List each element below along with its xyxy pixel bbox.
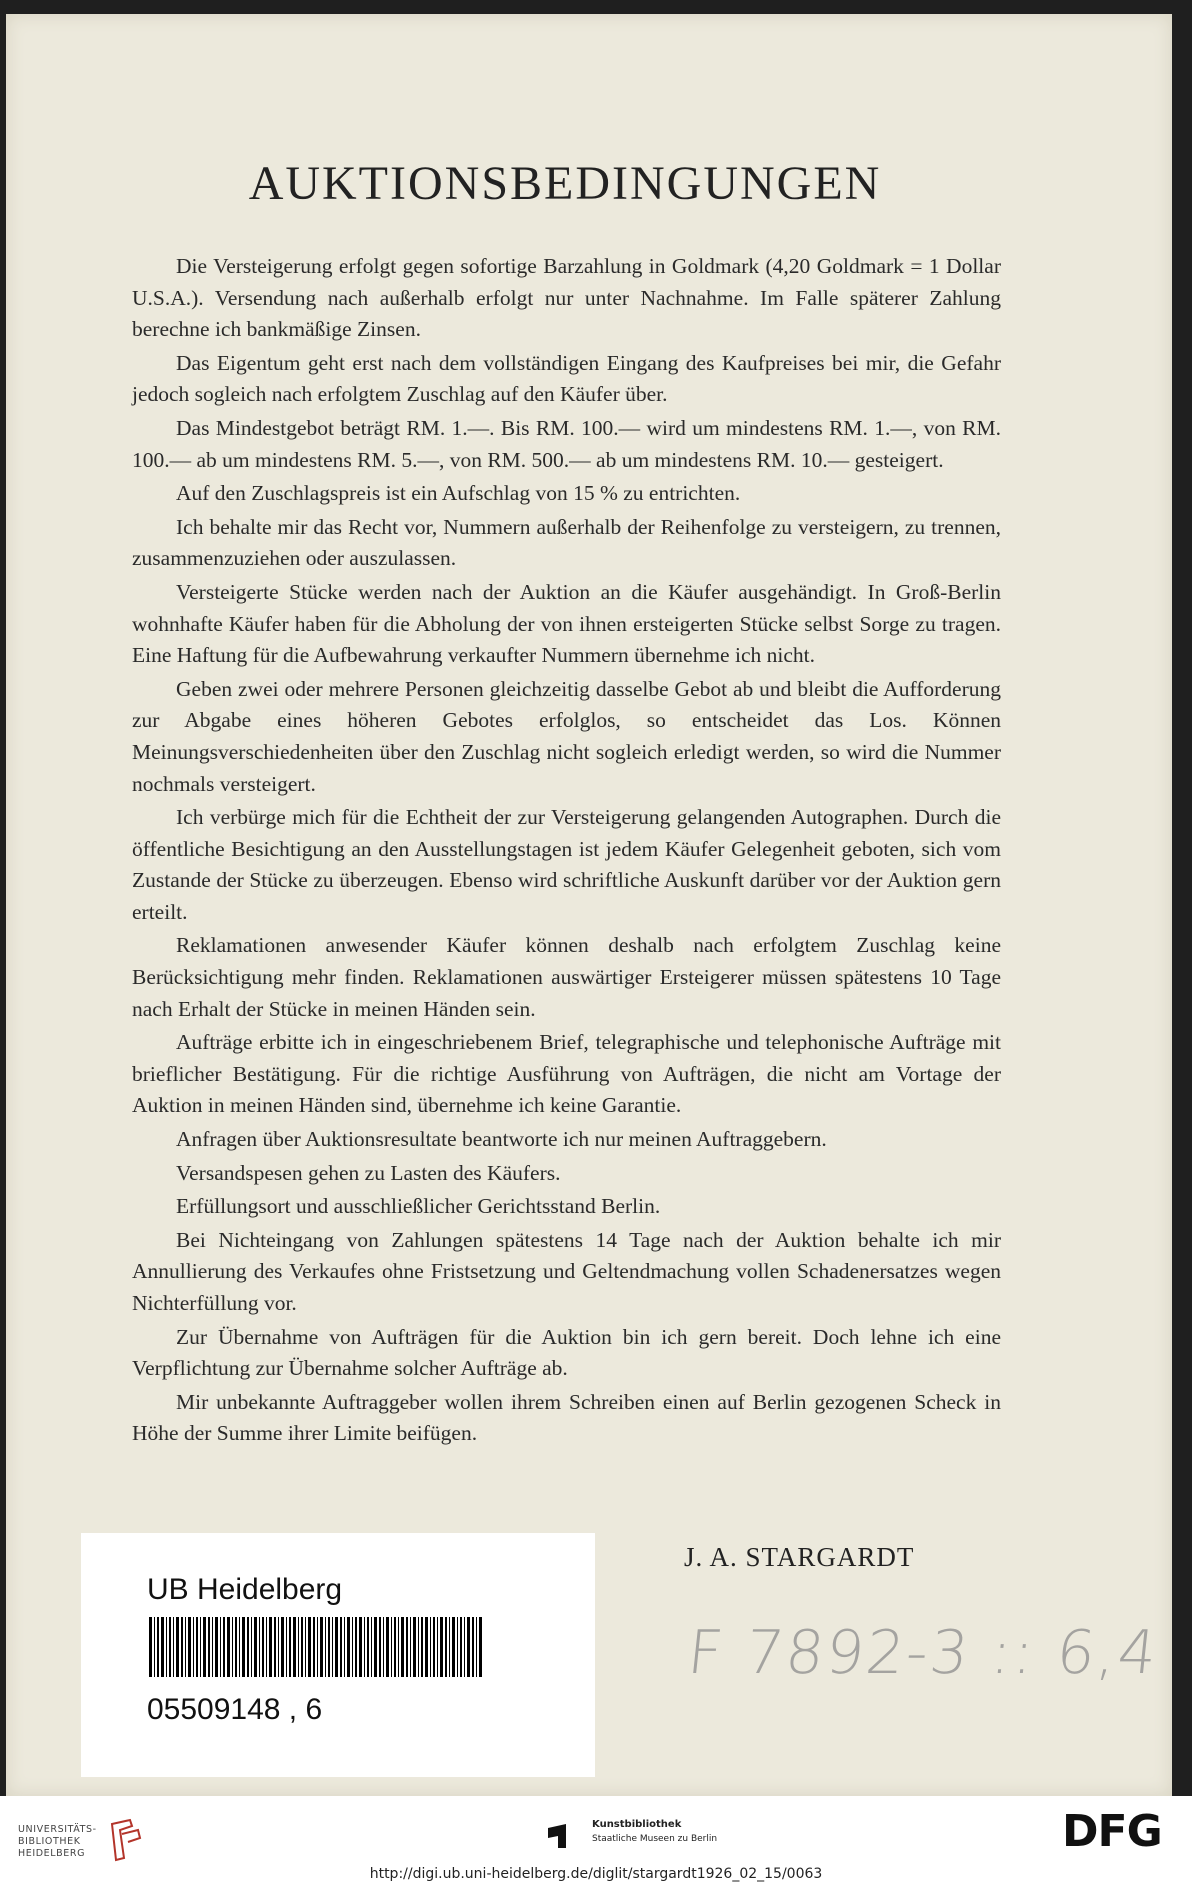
paragraph: Bei Nichteingang von Zahlungen spätestens 14 Tage nach der Auktion behalte ich mir Annullierung des Verkaufes ohne Fristsetzung und Geltendmachung vollen Schadenersatzes wegen Nichterfüllung vor. (132, 1227, 1001, 1315)
paragraph: Versandspesen gehen zu Lasten des Käufers. (176, 1160, 561, 1185)
paragraph: Ich verbürge mich für die Echtheit der zur Versteigerung gelangenden Autographen. Durch die öffentliche Besichtigung an den Ausstellungstagen ist jedem Käufer Gelegenheit geboten, sich vom Zustande der Stücke zu überzeugen. Ebenso wird schriftliche Auskunft darüber vor der Auktion gern erteilt. (132, 805, 1001, 924)
paragraph: Ich behalte mir das Recht vor, Nummern außerhalb der Reihenfolge zu versteigern, zu trennen, zusammenzuziehen oder auszulassen. (132, 514, 1001, 571)
university-logo-icon (108, 1818, 144, 1862)
paragraph: Aufträge erbitte ich in eingeschriebenem Brief, telegraphische und telephonische Aufträge mit brieflicher Bestätigung. Für die richtige Ausführung von Aufträgen, die nicht am Vortage der Auktion in meinen Händen sind, übernehme ich keine Garantie. (132, 1030, 1001, 1118)
uni-line: BIBLIOTHEK (18, 1836, 81, 1847)
kunstbibliothek-logo-icon (546, 1818, 580, 1852)
paragraph: Das Mindestgebot beträgt RM. 1.—. Bis RM. 100.— wird um mindestens RM. 1.—, von RM. 100.— ab um mindestens RM. 5.—, von RM. 500.— ab um mindestens RM. 10.— gesteigert. (132, 415, 1001, 472)
source-url-link[interactable]: http://digi.ub.uni-heidelberg.de/diglit/stargardt1926_02_15/0063 (369, 1866, 823, 1882)
page-title: AUKTIONSBEDINGUNGEN (248, 157, 882, 210)
paragraph: Erfüllungsort und ausschließlicher Gerichtsstand Berlin. (176, 1194, 661, 1219)
conditions-text (132, 251, 1001, 1452)
footer-bar (0, 1796, 1192, 1888)
library-name: UB Heidelberg (147, 1573, 343, 1606)
kb-line-1: Kunstbibliothek (592, 1819, 682, 1830)
dfg-logo: DFG (1062, 1806, 1162, 1857)
paragraph: Auf den Zuschlagspreis ist ein Aufschlag von 15 % zu entrichten. (176, 481, 741, 506)
kb-line-2: Staatliche Museen zu Berlin (592, 1834, 718, 1844)
barcode-number: 05509148 , 6 (147, 1693, 323, 1726)
paragraph: Reklamationen anwesender Käufer können deshalb nach erfolgtem Zuschlag keine Berücksichtigung mehr finden. Reklamationen auswärtiger Ersteigerer müssen spätestens 10 Tage nach Erhalt der Stücke in meinen Händen sein. (132, 933, 1001, 1021)
signature: J. A. STARGARDT (684, 1542, 915, 1572)
paragraph: Die Versteigerung erfolgt gegen sofortige Barzahlung in Goldmark (4,20 Goldmark = 1 Dollar U.S.A.). Versendung nach außerhalb erfolgt nur unter Nachnahme. Im Falle späterer Zahlung berechne ich bankmäßige Zinsen. (132, 254, 1001, 342)
uni-line: UNIVERSITÄTS- (18, 1824, 97, 1835)
scanned-page (6, 14, 1172, 1796)
paragraph: Geben zwei oder mehrere Personen gleichzeitig dasselbe Gebot ab und bleibt die Aufforderung zur Abgabe eines höheren Gebotes erfolglos, so entscheidet das Los. Können Meinungsverschiedenheiten über den Zuschlag nicht sogleich erledigt werden, so wird die Nummer nochmals versteigert. (132, 676, 1001, 796)
university-library-name (18, 1824, 97, 1860)
kunstbibliothek-text (592, 1818, 717, 1846)
library-barcode-label (81, 1533, 595, 1777)
barcode-icon (149, 1617, 483, 1677)
handwritten-shelfmark: F 7892-3 :: 6,4 (684, 1618, 1162, 1688)
uni-line: HEIDELBERG (18, 1848, 86, 1859)
paragraph: Zur Übernahme von Aufträgen für die Auktion bin ich gern bereit. Doch lehne ich eine Verpflichtung zur Übernahme solcher Aufträge ab. (132, 1324, 1001, 1381)
paragraph: Versteigerte Stücke werden nach der Auktion an die Käufer ausgehändigt. In Groß-Berlin wohnhafte Käufer haben für die Abholung der von ihnen ersteigerten Stücke selbst Sorge zu tragen. Eine Haftung für die Aufbewahrung verkaufter Nummern übernehme ich nicht. (132, 579, 1001, 668)
paragraph: Mir unbekannte Auftraggeber wollen ihrem Schreiben einen auf Berlin gezogenen Scheck in Höhe der Summe ihrer Limite beifügen. (132, 1389, 1001, 1446)
paragraph: Anfragen über Auktionsresultate beantworte ich nur meinen Auftraggebern. (176, 1127, 827, 1152)
paragraph: Das Eigentum geht erst nach dem vollständigen Eingang des Kaufpreises bei mir, die Gefahr jedoch sogleich nach erfolgtem Zuschlag auf den Käufer über. (132, 350, 1001, 407)
